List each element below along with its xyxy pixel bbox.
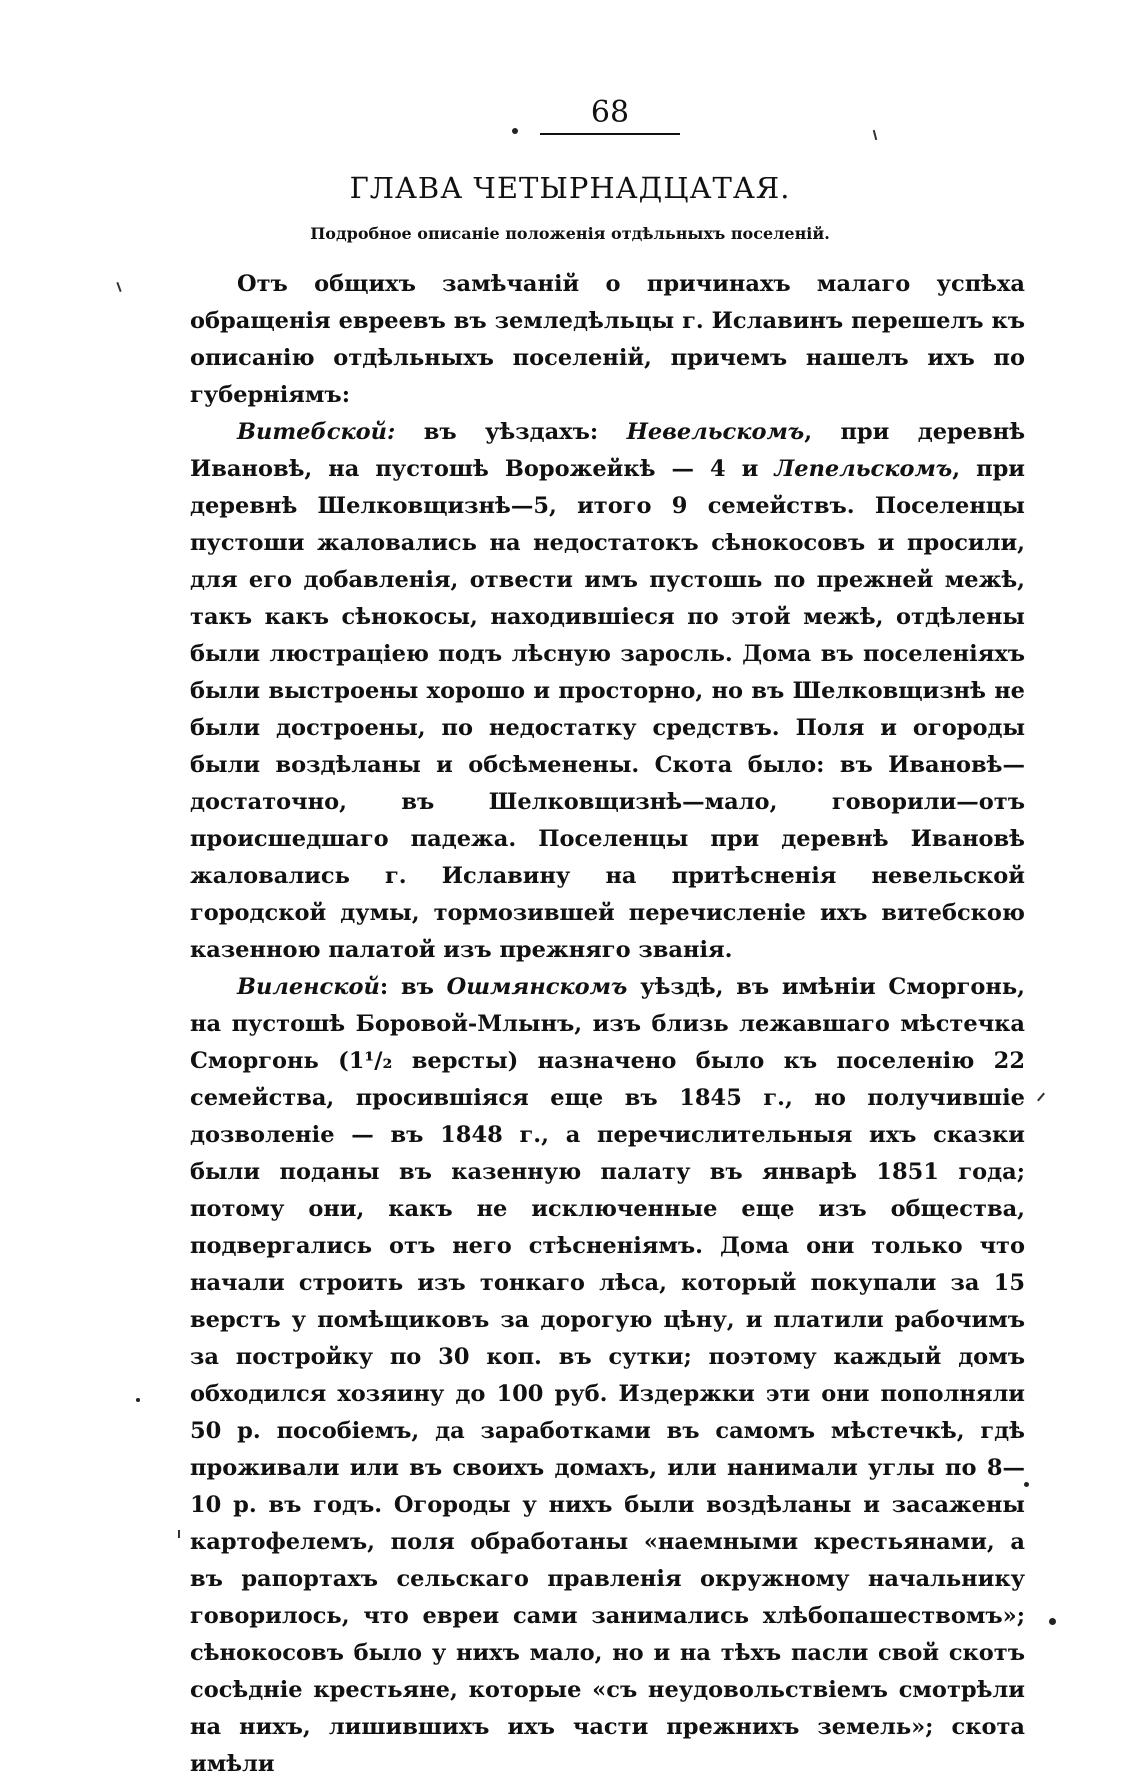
text-segment: въ уѣздахъ: — [395, 419, 627, 445]
scan-speck — [1049, 1618, 1056, 1625]
text-segment-italic: Лепельскомъ — [774, 456, 953, 482]
paragraph — [190, 266, 1025, 414]
scan-speck — [136, 1398, 140, 1402]
body-text — [190, 266, 1025, 1783]
paragraph — [190, 414, 1025, 969]
text-segment-italic: Виленской — [237, 974, 380, 1000]
text-segment: , при деревнѣ Шелковщизнѣ—5, итого 9 семействъ. Поселенцы пустоши жаловались на недостатокъ сѣнокосовъ и просили, для его добавленія, отвести имъ пустошь по прежней межѣ, такъ какъ сѣнокосы, находившіеся по этой межѣ, отдѣлены были люстраціею подъ лѣсную заросль. Дома въ поселеніяхъ были выстроены хорошо и просторно, но въ Шелковщизнѣ не были достроены, по недостатку средствъ. Поля и огороды были воздѣланы и обсѣменены. Скота было: въ Ивановѣ—достаточно, въ Шелковщизнѣ—мало, говорили—отъ происшедшаго падежа. Поселенцы при деревнѣ Ивановѣ жаловались г. Иславину на притѣсненія невельской городской думы, тормозившей перечисленіе ихъ витебскою казенною палатой изъ прежняго званія. — [190, 456, 1025, 963]
chapter-title: ГЛАВА ЧЕТЫРНАДЦАТАЯ. — [349, 171, 791, 205]
text-segment: уѣздѣ, въ имѣніи Сморгонь, на пустошѣ Боровой-Млынъ, изъ близь лежавшаго мѣстечка Сморгонь (1¹/₂ версты) назначено было къ поселенію 22 семейства, просившіяся еще въ 1845 г., но получившіе дозволеніе — въ 1848 г., а перечислительныя ихъ сказки были поданы въ казенную палату въ январѣ 1851 года; потому они, какъ не исключенные еще изъ общества, подвергались отъ него стѣсненіямъ. Дома они только что начали строить изъ тонкаго лѣса, который покупали за 15 верстъ у помѣщиковъ за дорогую цѣну, и платили рабочимъ за постройку по 30 коп. въ сутки; поэтому каждый домъ обходился хозяину до 100 руб. Издержки эти они пополняли 50 р. пособіемъ, да заработками въ самомъ мѣстечкѣ, гдѣ проживали или въ своихъ домахъ, или нанимали углы по 8—10 р. въ годъ. Огороды у нихъ были воздѣланы и засажены картофелемъ, поля обработаны «наемными крестьянами, а въ рапортахъ сельскаго правленія окружному начальнику говорилось, что евреи сами занимались хлѣбопашествомъ»; сѣнокосовъ было у нихъ мало, но и на тѣхъ пасли свой скотъ сосѣдніе крестьяне, которые «съ неудовольствіемъ смотрѣли на нихъ, лишившихъ ихъ части прежнихъ земель»; скота имѣли — [190, 974, 1025, 1777]
scan-speck — [116, 282, 121, 292]
scan-speck — [873, 130, 878, 140]
text-segment: , при деревнѣ Ивановѣ, на пустошѣ Ворожейкѣ — 4 и — [190, 419, 1026, 482]
paragraph — [190, 969, 1025, 1783]
text-segment-italic: Ошмянскомъ — [446, 974, 628, 1000]
scan-speck — [1037, 1093, 1045, 1102]
text-segment: : въ — [379, 974, 447, 1000]
text-segment-italic: Витебской: — [237, 419, 396, 445]
text-segment: Отъ общихъ замѣчаній о причинахъ малаго успѣха обращенія евреевъ въ земледѣльцы г. Иславинъ перешелъ къ описанію отдѣльныхъ поселеній, причемъ нашелъ ихъ по губерніямъ: — [190, 271, 1025, 408]
page-number: 68 — [590, 95, 630, 130]
scan-speck — [178, 1530, 180, 1538]
header-rule — [540, 133, 680, 135]
scan-speck — [512, 128, 518, 134]
chapter-subtitle: Подробное описаніе положенія отдѣльныхъ поселеній. — [310, 224, 830, 243]
text-segment-italic: Невельскомъ — [626, 419, 805, 445]
